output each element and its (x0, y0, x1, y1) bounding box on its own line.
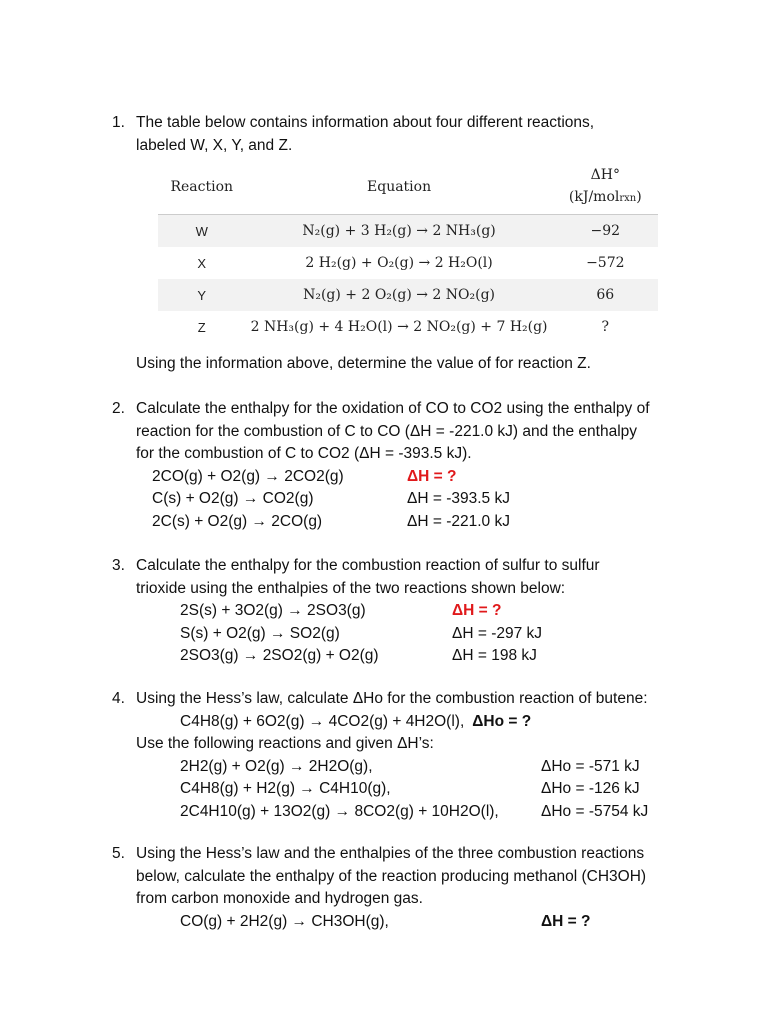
equation-row (180, 801, 732, 824)
header-equation: Equation (246, 160, 553, 215)
table-row (158, 279, 658, 311)
question-5 (112, 843, 712, 933)
enthalpy-value: ΔHo = -571 kJ (541, 757, 640, 775)
equation-row (180, 645, 712, 668)
question-1 (112, 112, 712, 157)
reaction-enthalpy: −92 (553, 215, 658, 248)
reaction-label: Z (197, 319, 206, 335)
reaction-enthalpy: ? (601, 319, 610, 335)
question-4 (112, 688, 732, 823)
question-line: reaction for the combustion of C to CO (ΔH = -221.0 kJ) and the enthalpy (136, 422, 638, 440)
enthalpy-value: ΔHo = -126 kJ (541, 780, 640, 797)
question-line: trioxide using the enthalpies of the two reactions shown below: (136, 579, 566, 597)
table-header-row (158, 160, 658, 215)
equation-row (180, 623, 712, 646)
target-enthalpy: ΔH = ? (541, 912, 591, 930)
question-text (136, 688, 732, 823)
equation-row (180, 778, 732, 801)
question-text (136, 112, 712, 157)
question-line: Calculate the enthalpy for the oxidation of CO to CO2 using the enthalpy of (136, 400, 650, 417)
equation: 2H2(g) + O2(g) → 2H2O(g), (180, 757, 373, 775)
question-line: Using the Hess’s law, calculate ΔHo for the combustion reaction of butene: (136, 690, 648, 707)
question-line: Use the following reactions and given ΔH’s: (136, 735, 434, 752)
question-text (136, 555, 712, 668)
table-row (158, 215, 658, 248)
question-text (136, 843, 712, 933)
reaction-equation: N₂(g) + 3 H₂(g) → 2 NH₃(g) (246, 215, 553, 248)
table-row (158, 247, 658, 279)
equation: 2CO(g) + O2(g) → 2CO2(g) (152, 467, 344, 485)
question-line: Using the Hess’s law and the enthalpies of the three combustion reactions (136, 845, 645, 862)
reaction-enthalpy: −572 (586, 255, 625, 271)
equation: 2C4H10(g) + 13O2(g) → 8CO2(g) + 10H2O(l), (180, 802, 499, 820)
question-number: 2. (112, 400, 125, 417)
question-1-followup: Using the information above, determine the value of for reaction Z. (136, 355, 591, 372)
question-line: from carbon monoxide and hydrogen gas. (136, 890, 423, 907)
question-text (136, 398, 712, 533)
equation: S(s) + O2(g) → SO2(g) (180, 624, 340, 642)
header-reaction: Reaction (158, 160, 246, 215)
reaction-label: X (197, 255, 207, 271)
table-row (158, 311, 658, 343)
equation-row (180, 756, 732, 779)
question-number: 3. (112, 557, 125, 574)
equation: 2S(s) + 3O2(g) → 2SO3(g) (180, 602, 366, 619)
question-line: below, calculate the enthalpy of the reaction producing methanol (CH3OH) (136, 867, 647, 885)
enthalpy-value: ΔH = 198 kJ (452, 647, 537, 664)
enthalpy-value: ΔH = -221.0 kJ (407, 512, 510, 530)
question-line: labeled W, X, Y, and Z. (136, 136, 293, 154)
header-enthalpy-unit: (kJ/molrxn) (568, 189, 642, 205)
question-number: 5. (112, 845, 125, 862)
question-3 (112, 555, 712, 668)
target-equation-row (180, 911, 712, 934)
enthalpy-value: ΔH = ? (407, 467, 457, 485)
reaction-table (158, 160, 658, 343)
equation: 2SO3(g) → 2SO2(g) + O2(g) (180, 647, 379, 664)
equation-row (152, 488, 712, 511)
equation: 2C(s) + O2(g) → 2CO(g) (152, 512, 323, 530)
equation-row (180, 600, 712, 623)
target-enthalpy: ΔHo = ? (472, 712, 532, 730)
equation-row (152, 511, 712, 534)
question-line: for the combustion of C to CO2 (ΔH = -393.5 kJ). (136, 445, 472, 462)
header-enthalpy-symbol: ΔH° (590, 167, 620, 183)
reaction-equation: 2 H₂(g) + O₂(g) → 2 H₂O(l) (305, 255, 493, 271)
equation: C(s) + O2(g) → CO2(g) (152, 490, 314, 507)
target-equation: CO(g) + 2H2(g) → CH3OH(g), (180, 912, 389, 930)
enthalpy-value: ΔH = ? (452, 602, 502, 619)
reaction-label: Y (158, 279, 246, 311)
enthalpy-value: ΔHo = -5754 kJ (541, 802, 649, 820)
question-line: The table below contains information about four different reactions, (136, 114, 595, 131)
reaction-enthalpy: 66 (553, 279, 658, 311)
header-enthalpy (553, 160, 658, 215)
target-equation: C4H8(g) + 6O2(g) → 4CO2(g) + 4H2O(l), (180, 712, 465, 730)
equation-row (152, 466, 712, 489)
reaction-label: W (158, 215, 246, 248)
enthalpy-value: ΔH = -297 kJ (452, 624, 543, 642)
question-number: 1. (112, 114, 125, 131)
question-number: 4. (112, 690, 125, 707)
equation: C4H8(g) + H2(g) → C4H10(g), (180, 780, 391, 797)
enthalpy-value: ΔH = -393.5 kJ (407, 490, 510, 507)
question-line: Calculate the enthalpy for the combustion reaction of sulfur to sulfur (136, 557, 600, 574)
reaction-equation: N₂(g) + 2 O₂(g) → 2 NO₂(g) (246, 279, 553, 311)
reaction-equation: 2 NH₃(g) + 4 H₂O(l) → 2 NO₂(g) + 7 H₂(g) (250, 319, 548, 335)
question-2 (112, 398, 712, 533)
target-equation-row (180, 711, 732, 734)
